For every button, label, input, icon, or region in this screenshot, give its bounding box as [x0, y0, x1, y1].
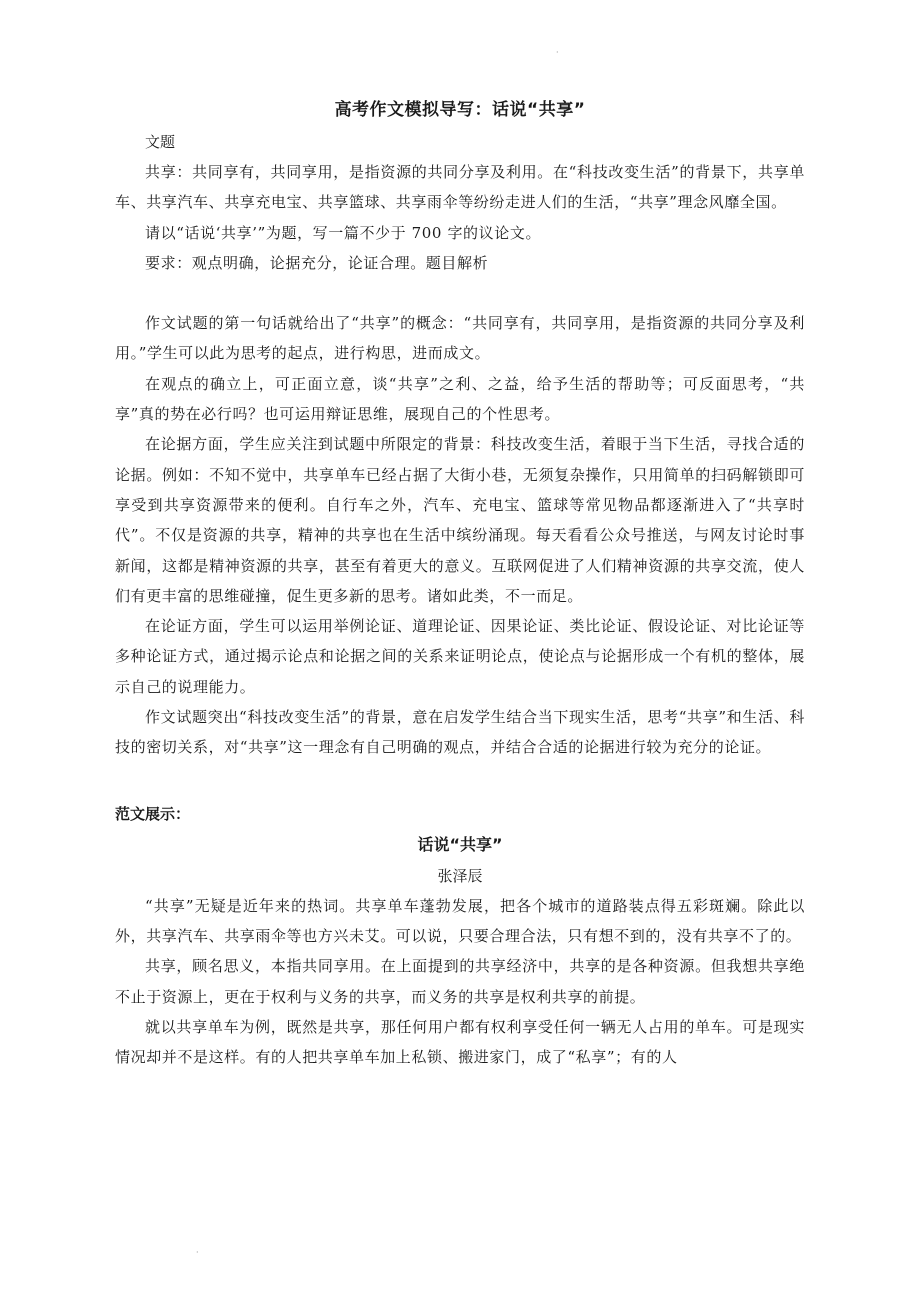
spacer [115, 763, 805, 799]
analysis-paragraph: 在观点的确立上，可正面立意，谈“共享”之利、之益，给予生活的帮助等；可反面思考，“共享”真的势在必行吗？也可运用辩证思维，展现自己的个性思考。 [115, 374, 805, 424]
analysis-paragraph: 作文试题的第一句话就给出了“共享”的概念：“共同享有，共同享用，是指资源的共同分享及利用。”学生可以此为思考的起点，进行构思，进而成文。 [115, 314, 805, 363]
essay-paragraph: 就以共享单车为例，既然是共享，那任何用户都有权利享受任何一辆无人占用的单车。可是现实情况却并不是这样。有的人把共享单车加上私锁、搬进家门，成了“私享”；有的人 [115, 1017, 805, 1067]
essay-paragraph: “共享”无疑是近年来的热词。共享单车蓬勃发展，把各个城市的道路装点得五彩斑斓。除此以外，共享汽车、共享雨伞等也方兴未艾。可以说，只要合理合法，只有想不到的，没有共享不了的。 [115, 896, 805, 945]
essay-paragraph: 共享，顾名思义，本指共同享用。在上面提到的共享经济中，共享的是各种资源。但我想共享绝不止于资源上，更在于权利与义务的共享，而义务的共享是权利共享的前提。 [115, 957, 805, 1006]
analysis-paragraph: 在论证方面，学生可以运用举例论证、道理论证、因果论证、类比论证、假设论证、对比论证等多种论证方式，通过揭示论点和论据之间的关系来证明论点，使论点与论据形成一个有机的整体，展示自己的说理能力。 [115, 617, 805, 696]
essay-title: 话说“共享” [417, 834, 503, 854]
analysis-paragraph: 作文试题突出“科技改变生活”的背景，意在启发学生结合当下现实生活，思考“共享”和生活、科技的密切关系，对“共享”这一理念有自己明确的观点，并结合合适的论据进行较为充分的论证。 [115, 708, 805, 757]
prompt-label: 文题 [145, 133, 176, 151]
scan-dot-top: · [556, 48, 559, 57]
prompt-paragraph: 要求：观点明确，论据充分，论证合理。题目解析 [145, 253, 489, 272]
analysis-paragraph: 在论据方面，学生应关注到试题中所限定的背景：科技改变生活，着眼于当下生活，寻找合适的论据。例如：不知不觉中，共享单车已经占据了大街小巷，无须复杂操作，只用简单的扫码解锁即可享受到共享资源带来的便利。自行车之外，汽车、充电宝、篮球等常见物品都逐渐进入了“共享时代”。不仅是资源的共享，精神的共享也在生活中缤纷涌现。每天看看公众号推送，与网友讨论时事新闻，这都是精神资源的共享，甚至有着更大的意义。互联网促进了人们精神资源的共享交流，使人们有更丰富的思维碰撞，促生更多新的思考。诸如此类，不一而足。 [115, 435, 805, 605]
document-page [115, 95, 805, 1072]
prompt-paragraph: 请以“话说‘共享’”为题，写一篇不少于 700 字的议论文。 [145, 223, 542, 242]
document-title: 高考作文模拟导写：话说“共享” [334, 100, 586, 120]
sample-heading: 范文展示： [115, 804, 191, 823]
spacer [115, 278, 805, 308]
scan-dot-bottom: · [196, 1248, 199, 1257]
prompt-paragraph: 共享：共同享有，共同享用，是指资源的共同分享及利用。在“科技改变生活”的背景下，共享单车、共享汽车、共享充电宝、共享篮球、共享雨伞等纷纷走进人们的生活，“共享”理念风靡全国。 [115, 163, 805, 212]
essay-author: 张泽辰 [437, 866, 483, 885]
